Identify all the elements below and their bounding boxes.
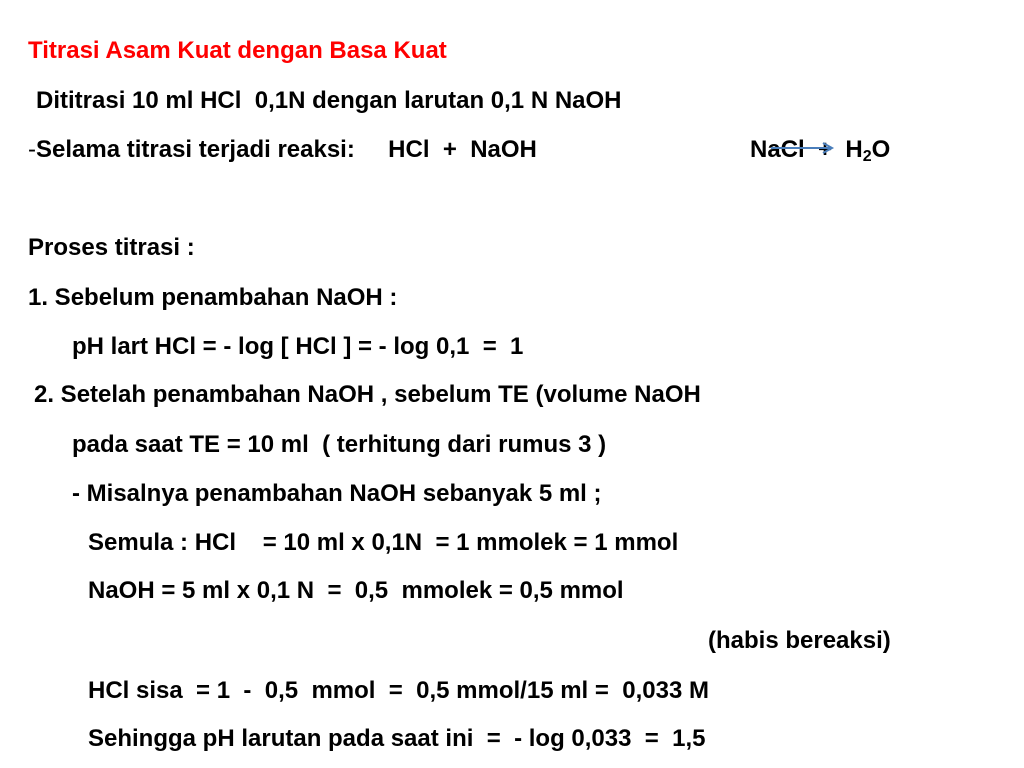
step2-remaining: HCl sisa = 1 - 0,5 mmol = 0,5 mmol/15 ml = 0,033 M [88, 677, 709, 704]
reaction-label: Selama titrasi terjadi reaksi: HCl + NaOH [36, 136, 537, 163]
step1-heading: 1. Sebelum penambahan NaOH : [28, 284, 398, 311]
step2-example: - Misalnya penambahan NaOH sebanyak 5 ml ; [72, 480, 602, 507]
reaction-product-text: NaCl + H [750, 136, 863, 163]
reaction-product-suffix: O [871, 136, 891, 163]
slide-title: Titrasi Asam Kuat dengan Basa Kuat [28, 37, 447, 64]
step2-te-line: pada saat TE = 10 ml ( terhitung dari rumus 3 ) [72, 431, 607, 458]
right-arrow-icon [771, 140, 835, 156]
reaction-line [28, 135, 537, 165]
reaction-dash: - [28, 136, 36, 163]
step2-naoh-line: NaOH = 5 ml x 0,1 N = 0,5 mmolek = 0,5 mmol [88, 577, 624, 604]
step2-conclusion: Sehingga pH larutan pada saat ini = - log 0,033 = 1,5 [88, 725, 706, 752]
water-subscript: 2 [862, 148, 872, 165]
step2-initial-hcl: Semula : HCl = 10 ml x 0,1N = 1 mmolek = 1 mmol [88, 529, 679, 556]
process-heading: Proses titrasi : [28, 234, 195, 261]
intro-text: Dititrasi 10 ml HCl 0,1N dengan larutan 0,1 N NaOH [36, 87, 622, 114]
step1-ph-line: pH lart HCl = - log [ HCl ] = - log 0,1 = 1 [72, 333, 524, 360]
step2-heading: 2. Setelah penambahan NaOH , sebelum TE (volume NaOH [34, 381, 701, 408]
step2-note: (habis bereaksi) [708, 627, 891, 654]
